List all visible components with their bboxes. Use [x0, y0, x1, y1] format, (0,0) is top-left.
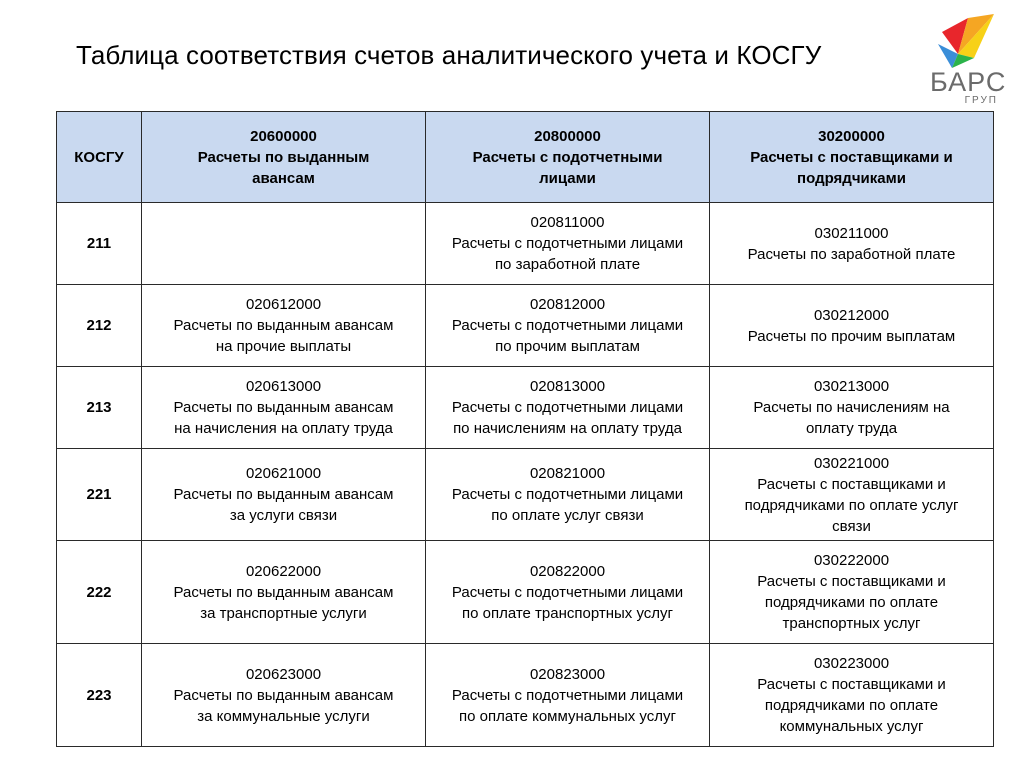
- account-cell: [710, 449, 994, 541]
- kosgu-code-cell: 223: [57, 644, 142, 747]
- table-row: [57, 541, 994, 644]
- account-description-line: на начисления на оплату труда: [174, 420, 393, 437]
- account-description-line: Расчеты с подотчетными лицами: [451, 686, 684, 704]
- account-description-line: Расчеты с подотчетными лицами: [451, 235, 684, 252]
- account-description-line: Расчеты с подотчетными лицами: [451, 317, 684, 334]
- account-cell: [426, 644, 710, 747]
- account-description-line: Расчеты по выданным авансам: [173, 317, 394, 334]
- header-line: лицами: [539, 169, 596, 187]
- account-description-line: за транспортные услуги: [200, 604, 367, 622]
- account-description-line: Расчеты по прочим выплатам: [747, 327, 956, 345]
- account-cell: [142, 367, 426, 449]
- slide-title: Таблица соответствия счетов аналитического учета и КОСГУ: [76, 40, 822, 70]
- account-description-line: Расчеты по выданным авансам: [173, 686, 394, 704]
- table-row: [57, 367, 994, 449]
- account-number: 020621000: [245, 465, 322, 482]
- account-number: 020811000: [530, 214, 605, 231]
- account-number: 030223000: [813, 655, 890, 672]
- account-cell: [426, 367, 710, 449]
- account-cell: [710, 541, 994, 644]
- kosgu-code-cell: 212: [57, 285, 142, 367]
- account-description-line: коммунальных услуг: [779, 718, 924, 735]
- account-number: 020812000: [529, 296, 606, 313]
- logo-subtitle: ГРУП: [964, 95, 998, 106]
- account-description-line: Расчеты с поставщиками и: [757, 676, 946, 693]
- account-description-line: Расчеты с подотчетными лицами: [451, 583, 684, 601]
- table-body: [57, 203, 994, 747]
- account-number: 030213000: [813, 378, 890, 395]
- table-header: [57, 112, 994, 203]
- account-number: 020612000: [245, 296, 322, 313]
- account-number: 020823000: [529, 665, 606, 683]
- header-line: Расчеты по выданным: [197, 148, 370, 166]
- account-description-line: по заработной плате: [494, 256, 641, 273]
- account-description-line: по оплате услуг связи: [491, 507, 644, 524]
- account-description-line: по оплате транспортных услуг: [461, 604, 674, 622]
- header-line: подрядчиками: [797, 169, 906, 187]
- account-cell: [426, 449, 710, 541]
- header-line: 30200000: [818, 127, 885, 145]
- account-cell: [142, 203, 426, 285]
- table-row: [57, 644, 994, 747]
- account-description-line: подрядчиками по оплате услуг: [744, 496, 959, 514]
- account-cell: [142, 644, 426, 747]
- account-description-line: подрядчиками по оплате: [764, 594, 939, 611]
- account-number: 020613000: [245, 378, 322, 395]
- kosgu-mapping-table: [56, 111, 994, 747]
- account-description-line: оплату труда: [805, 420, 898, 437]
- account-cell: [426, 285, 710, 367]
- header-account-302: [710, 112, 994, 203]
- account-description-line: связи: [832, 517, 871, 535]
- table-row: [57, 203, 994, 285]
- account-cell: [710, 367, 994, 449]
- account-description-line: Расчеты по выданным авансам: [173, 486, 394, 503]
- account-description-line: Расчеты по выданным авансам: [173, 583, 394, 601]
- account-description-line: Расчеты по выданным авансам: [173, 399, 394, 416]
- account-cell: [142, 541, 426, 644]
- bars-group-logo: [924, 14, 1012, 106]
- account-description-line: по начислениям на оплату труда: [453, 420, 682, 437]
- account-cell: [710, 203, 994, 285]
- account-description-line: Расчеты с подотчетными лицами: [451, 486, 684, 503]
- kosgu-code-cell: 211: [57, 203, 142, 285]
- account-number: 020622000: [245, 562, 322, 580]
- account-cell: [142, 449, 426, 541]
- account-description-line: Расчеты с подотчетными лицами: [451, 399, 684, 416]
- account-cell: [710, 285, 994, 367]
- account-number: 020623000: [245, 665, 322, 683]
- account-number: 030212000: [813, 306, 890, 324]
- header-line: КОСГУ: [74, 148, 124, 166]
- logo-mark-icon: [934, 14, 1000, 70]
- account-number: 020822000: [529, 562, 606, 580]
- kosgu-code-cell: 213: [57, 367, 142, 449]
- header-line: авансам: [252, 169, 315, 187]
- kosgu-code-cell: 221: [57, 449, 142, 541]
- account-number: 030221000: [813, 454, 890, 472]
- account-description-line: по прочим выплатам: [495, 338, 640, 355]
- account-cell: [426, 203, 710, 285]
- kosgu-code-cell: 222: [57, 541, 142, 644]
- header-row: [57, 112, 994, 203]
- logo-name: БАРС: [930, 67, 1007, 97]
- account-description-line: подрядчиками по оплате: [764, 697, 939, 714]
- account-cell: [142, 285, 426, 367]
- table-row: [57, 449, 994, 541]
- header-line: Расчеты с поставщиками и: [750, 148, 953, 166]
- account-description-line: Расчеты с поставщиками и: [757, 475, 946, 493]
- account-number: 020813000: [529, 378, 606, 395]
- header-account-206: [142, 112, 426, 203]
- account-description-line: Расчеты по начислениям на: [753, 399, 950, 416]
- account-description-line: Расчеты с поставщиками и: [757, 573, 946, 590]
- header-line: 20600000: [250, 127, 317, 145]
- account-number: 020821000: [529, 465, 606, 482]
- header-line: 20800000: [534, 127, 601, 145]
- account-description-line: на прочие выплаты: [215, 338, 352, 355]
- account-description-line: транспортных услуг: [782, 615, 921, 632]
- account-cell: [426, 541, 710, 644]
- header-account-208: [426, 112, 710, 203]
- account-number: 030222000: [813, 552, 890, 569]
- account-description-line: за услуги связи: [229, 507, 338, 524]
- header-kosgu: [57, 112, 142, 203]
- account-cell: [710, 644, 994, 747]
- account-description-line: за коммунальные услуги: [197, 707, 370, 725]
- header-line: Расчеты с подотчетными: [472, 148, 663, 166]
- account-description-line: Расчеты по заработной плате: [747, 245, 956, 263]
- account-number: 030211000: [814, 224, 889, 242]
- table-row: [57, 285, 994, 367]
- account-description-line: по оплате коммунальных услуг: [459, 707, 676, 725]
